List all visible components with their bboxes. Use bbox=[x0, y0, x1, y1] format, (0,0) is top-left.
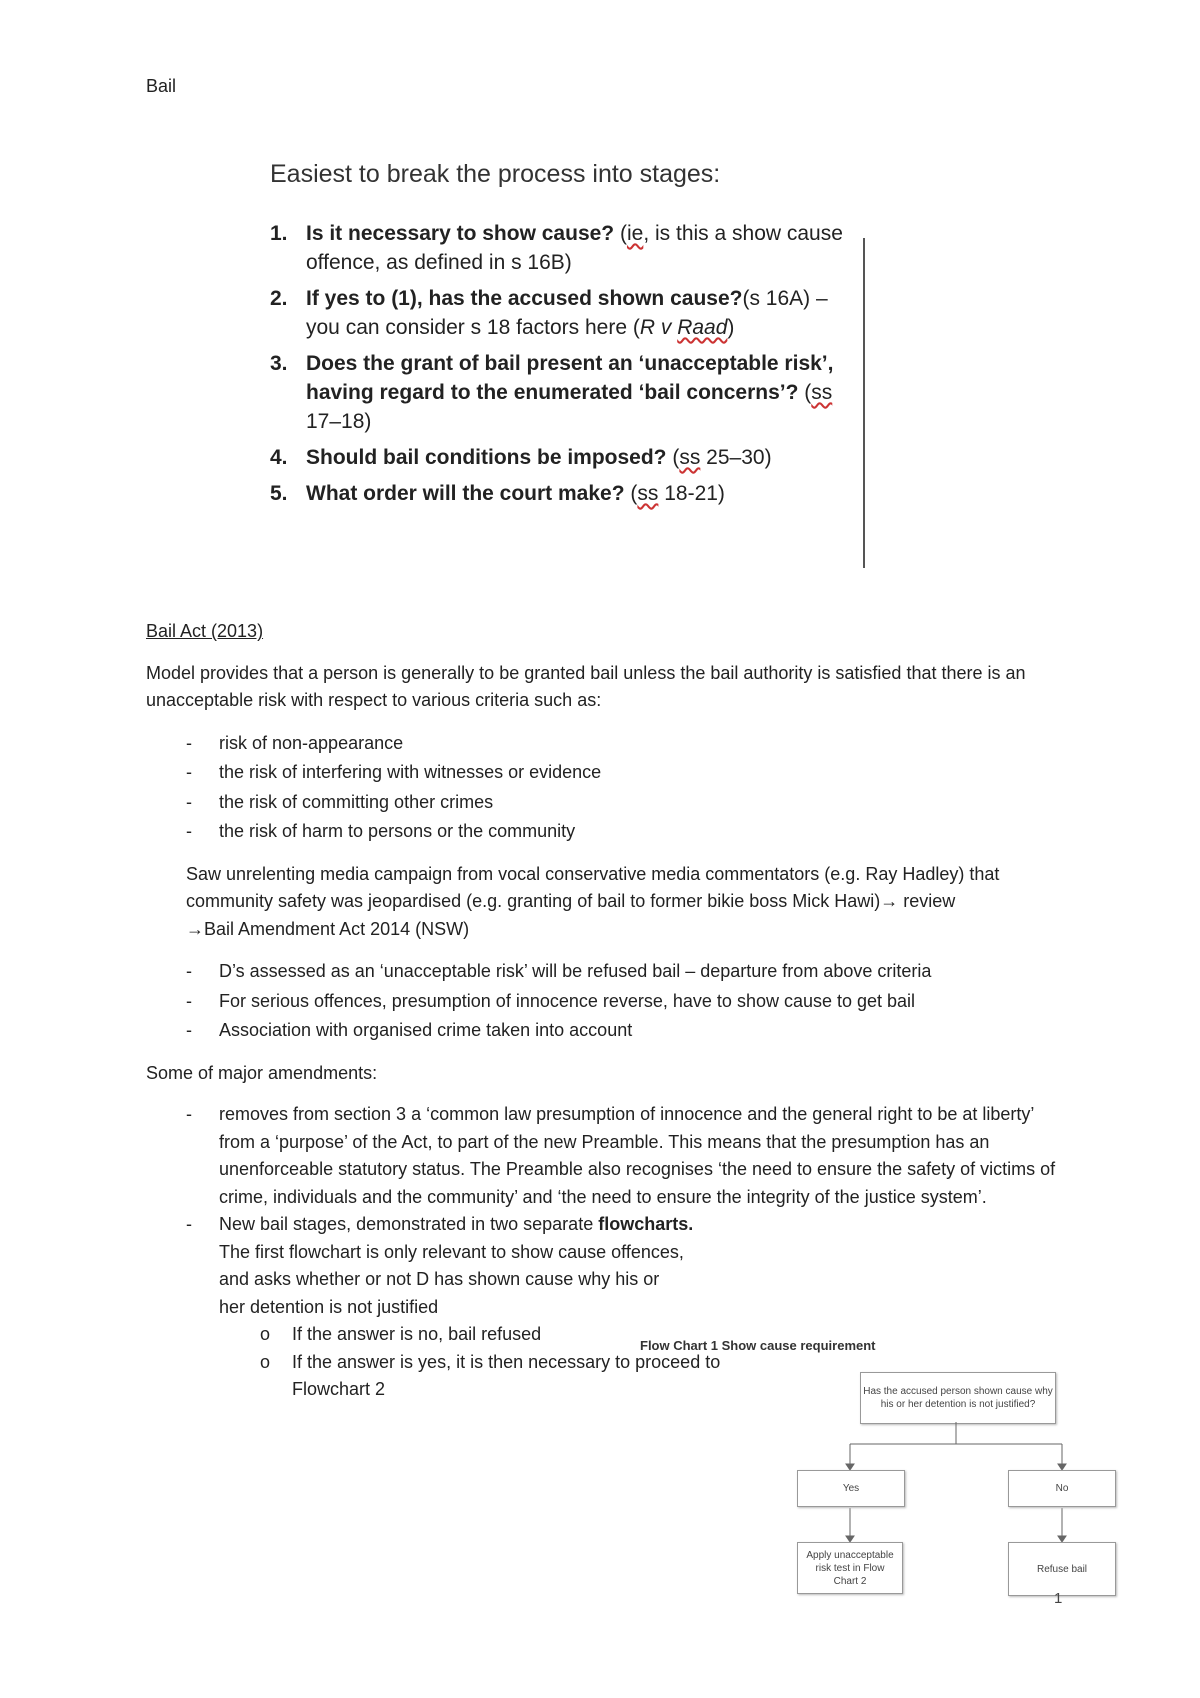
criteria-list bbox=[146, 729, 1086, 847]
stage-item-4: 4. Should bail conditions be imposed? (ss 25–30) bbox=[270, 446, 772, 469]
act-intro: Model provides that a person is generally to be granted bail unless the bail authority is satisfied that there is an unacceptable risk with respect to various criteria such as: bbox=[146, 662, 1026, 710]
flowchart-refuse-box: Refuse bail bbox=[1008, 1542, 1116, 1596]
list-item: - the risk of harm to persons or the community bbox=[146, 817, 1086, 847]
act-section bbox=[146, 618, 1086, 1404]
amendment-points bbox=[146, 957, 1086, 1046]
header-label: Bail bbox=[146, 76, 177, 96]
campaign-paragraph: Saw unrelenting media campaign from vocal conservative media commentators (e.g. Ray Hadley) that community safety was jeopardised (e.g. granting of bail to former bikie boss Mick Hawi)→ review bbox=[186, 863, 1000, 911]
list-item: - New bail stages, demonstrated in two separate flowcharts. bbox=[146, 1211, 1066, 1239]
list-item: - For serious offences, presumption of innocence reverse, have to show cause to get bail bbox=[146, 987, 1086, 1017]
stage-item-5: 5. What order will the court make? (ss 18-21) bbox=[270, 482, 725, 505]
stage-item-2: 2. If yes to (1), has the accused shown cause?(s 16A) – you can consider s 18 factors here (R v Raad) bbox=[270, 287, 828, 339]
flowchart-question-box: Has the accused person shown cause why his or her detention is not justified? bbox=[860, 1372, 1056, 1424]
stage-item-1: 1. Is it necessary to show cause? (ie, is this a show cause offence, as defined in s 16B) bbox=[270, 222, 843, 274]
stage-item-3: 3. Does the grant of bail present an ‘unacceptable risk’, having regard to the enumerated ‘bail concerns’? (ss 17–18) bbox=[270, 352, 834, 433]
major-heading: Some of major amendments: bbox=[146, 1062, 378, 1083]
flowchart-apply-box: Apply unacceptable risk test in Flow Chart 2 bbox=[797, 1542, 903, 1594]
stages-title: Easiest to break the process into stages: bbox=[270, 160, 721, 188]
list-item: - removes from section 3 a ‘common law presumption of innocence and the general right to be at liberty’ from a ‘purpose’ of the Act, to part of the new Preamble. This means that the presumption has an unenforceable statutory status. The Preamble also recognises ‘the need to ensure the safety of victims of crime, individuals and the community’ and ‘the need to ensure the integrity of the justice system’. bbox=[146, 1101, 1066, 1211]
stages-divider bbox=[863, 238, 865, 568]
list-item: - risk of non-appearance bbox=[146, 729, 1086, 759]
act-heading: Bail Act (2013) bbox=[146, 621, 264, 641]
flowchart-title: Flow Chart 1 Show cause requirement bbox=[640, 1338, 876, 1353]
list-item: - the risk of committing other crimes bbox=[146, 788, 1086, 818]
page-number: 1 bbox=[1054, 1590, 1063, 1607]
amendment-line: →Bail Amendment Act 2014 (NSW) bbox=[186, 918, 470, 939]
stages-box bbox=[270, 160, 865, 515]
flowchart-yes-box: Yes bbox=[797, 1470, 905, 1507]
list-item: - the risk of interfering with witnesses or evidence bbox=[146, 758, 1086, 788]
list-item: o If the answer is no, bail refused bbox=[146, 1321, 766, 1349]
major-points bbox=[146, 1101, 1066, 1239]
stages-list bbox=[270, 219, 865, 508]
list-item: o If the answer is yes, it is then necessary to proceed to Flowchart 2 bbox=[146, 1349, 766, 1404]
sub-points bbox=[146, 1321, 766, 1404]
flow-description: The first flowchart is only relevant to show cause offences, and asks whether or not D has shown cause why his or her detention is not justified bbox=[219, 1241, 684, 1317]
list-item: - D’s assessed as an ‘unacceptable risk’ will be refused bail – departure from above criteria bbox=[146, 957, 1086, 987]
list-item: - Association with organised crime taken into account bbox=[146, 1016, 1086, 1046]
flowchart-no-box: No bbox=[1008, 1470, 1116, 1507]
